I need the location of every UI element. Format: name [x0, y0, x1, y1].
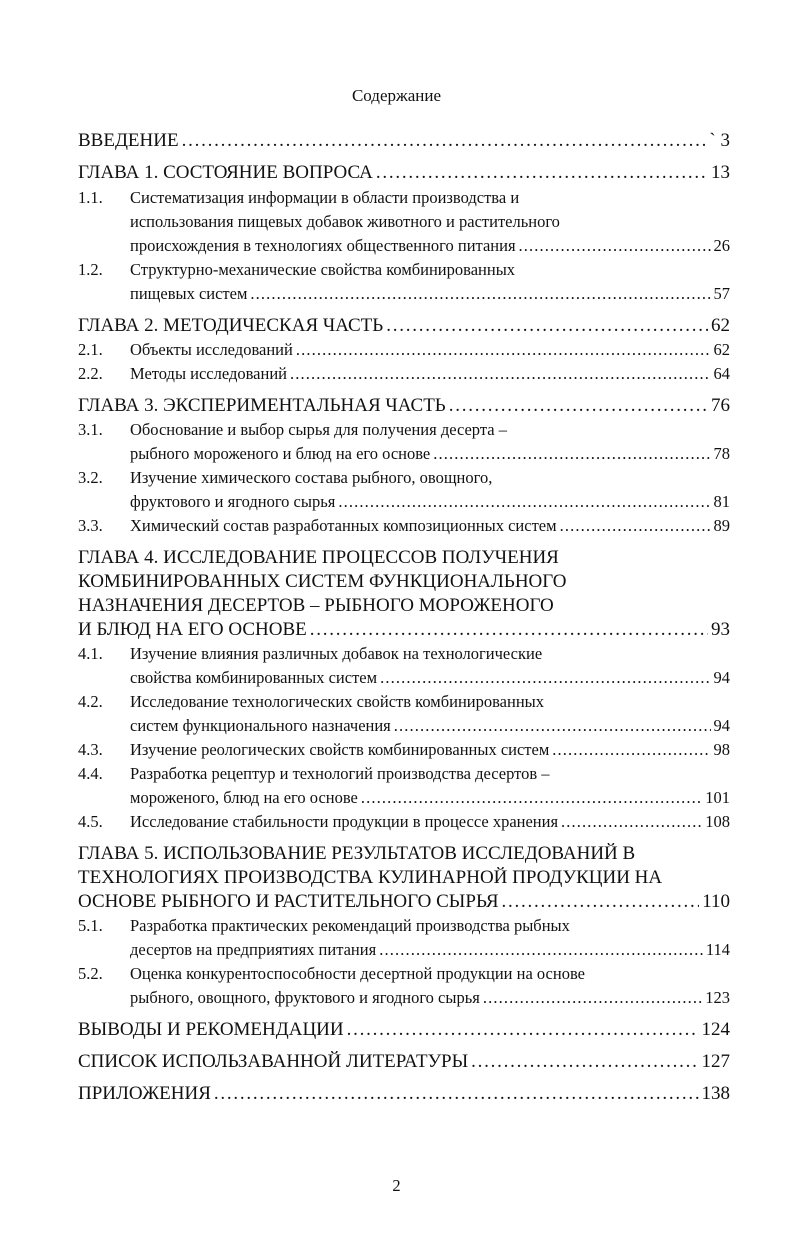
- entry-title: рыбного, овощного, фруктового и ягодного сырья: [130, 988, 480, 1007]
- toc-line: [78, 315, 730, 337]
- entry-title: Обоснование и выбор сырья для получения десерта –: [130, 420, 507, 439]
- page-ref: 81: [713, 492, 730, 511]
- entry-title: рыбного мороженого и блюд на его основе: [130, 444, 431, 463]
- entry-title: ПРИЛОЖЕНИЯ: [78, 1083, 211, 1104]
- entry-title: Разработка рецептур и технологий производства десертов –: [130, 764, 550, 783]
- dot-leader: [394, 715, 711, 737]
- page-ref: 108: [705, 812, 730, 831]
- entry-title: ГЛАВА 1. СОСТОЯНИЕ ВОПРОСА: [78, 162, 373, 183]
- toc-line: [130, 643, 730, 665]
- toc-line: [130, 419, 730, 441]
- toc-line: [130, 515, 730, 537]
- page-ref: 89: [713, 516, 730, 535]
- toc-line: [130, 811, 730, 833]
- dot-leader: [483, 987, 702, 1009]
- toc-line: [78, 619, 730, 641]
- toc-line: [130, 211, 730, 233]
- entry-title: Структурно-механические свойства комбинированных: [130, 260, 516, 279]
- toc-line: [130, 987, 730, 1009]
- page-ref: 62: [713, 340, 730, 359]
- section-number: 4.4.: [78, 764, 103, 783]
- dot-leader: [502, 891, 700, 913]
- page-ref: 110: [702, 891, 730, 912]
- page-ref: 62: [711, 315, 730, 336]
- toc-line: [78, 843, 730, 865]
- toc-line: [130, 715, 730, 737]
- page-ref: 123: [705, 988, 730, 1007]
- toc-line: [130, 235, 730, 257]
- entry-title: Систематизация информации в области производства и: [130, 188, 520, 207]
- entry-title: Изучение реологических свойств комбинированных систем: [130, 740, 550, 759]
- entry-title: КОМБИНИРОВАННЫХ СИСТЕМ ФУНКЦИОНАЛЬНОГО: [78, 571, 567, 592]
- page-ref: 78: [713, 444, 730, 463]
- entry-title: Химический состав разработанных композиционных систем: [130, 516, 557, 535]
- section-number: 5.1.: [78, 916, 103, 935]
- dot-leader: [250, 283, 710, 305]
- toc-line: [78, 130, 730, 152]
- toc-line: [130, 691, 730, 713]
- entry-title: свойства комбинированных систем: [130, 668, 378, 687]
- page-ref: 76: [711, 395, 730, 416]
- toc-line: [78, 595, 730, 617]
- entry-title: происхождения в технологиях общественного питания: [130, 236, 516, 255]
- section-number: 4.3.: [78, 740, 103, 759]
- dot-leader: [310, 619, 708, 641]
- entry-title: ГЛАВА 4. ИССЛЕДОВАНИЕ ПРОЦЕССОВ ПОЛУЧЕНИЯ: [78, 547, 559, 568]
- page-number: 2: [392, 1176, 401, 1195]
- page-ref: 101: [705, 788, 730, 807]
- toc-line: [130, 443, 730, 465]
- section-number: 5.2.: [78, 964, 103, 983]
- page-ref: 93: [711, 619, 730, 640]
- toc-line: [78, 395, 730, 417]
- toc-line: [78, 1019, 730, 1041]
- entry-title: систем функционального назначения: [130, 716, 391, 735]
- dot-leader: [433, 443, 710, 465]
- page-ref: 127: [701, 1051, 730, 1072]
- toc-line: [78, 547, 730, 569]
- section-number: 4.2.: [78, 692, 103, 711]
- dot-leader: [471, 1051, 698, 1073]
- page-ref: 138: [701, 1083, 730, 1104]
- entry-title: Разработка практических рекомендаций производства рыбных: [130, 916, 570, 935]
- page-ref: 64: [713, 364, 730, 383]
- entry-title: СПИСОК ИСПОЛЬЗАВАННОЙ ЛИТЕРАТУРЫ: [78, 1051, 469, 1072]
- entry-title: ГЛАВА 5. ИСПОЛЬЗОВАНИЕ РЕЗУЛЬТАТОВ ИССЛЕДОВАНИЙ В: [78, 843, 636, 864]
- section-number: 2.1.: [78, 340, 103, 359]
- toc-line: [130, 467, 730, 489]
- toc-line: [78, 867, 730, 889]
- section-number: 4.5.: [78, 812, 103, 831]
- toc-line: [130, 963, 730, 985]
- toc-line: [130, 339, 730, 361]
- dot-leader: [386, 315, 708, 337]
- toc-line: [130, 259, 730, 281]
- page-ref: 114: [705, 940, 730, 959]
- entry-title: ГЛАВА 3. ЭКСПЕРИМЕНТАЛЬНАЯ ЧАСТЬ: [78, 395, 446, 416]
- entry-title: мороженого, блюд на его основе: [130, 788, 358, 807]
- entry-title: использования пищевых добавок животного и растительного: [130, 212, 560, 231]
- dot-leader: [376, 162, 708, 184]
- page-title: Содержание: [351, 86, 442, 105]
- dot-leader: [296, 339, 711, 361]
- toc-line: [78, 162, 730, 184]
- toc-line: [130, 491, 730, 513]
- toc-line: [130, 763, 730, 785]
- section-number: 2.2.: [78, 364, 103, 383]
- dot-leader: [290, 363, 711, 385]
- toc-line: [130, 915, 730, 937]
- page-ref: 26: [713, 236, 730, 255]
- toc-line: [78, 1051, 730, 1073]
- page-ref: 98: [713, 740, 730, 759]
- entry-title: Исследование стабильности продукции в процессе хранения: [130, 812, 559, 831]
- entry-title: Оценка конкурентоспособности десертной продукции на основе: [130, 964, 585, 983]
- entry-title: ВЫВОДЫ И РЕКОМЕНДАЦИИ: [78, 1019, 344, 1040]
- entry-title: ТЕХНОЛОГИЯХ ПРОИЗВОДСТВА КУЛИНАРНОЙ ПРОДУКЦИИ НА: [78, 867, 663, 888]
- dot-leader: [338, 491, 710, 513]
- entry-title: И БЛЮД НА ЕГО ОСНОВЕ: [78, 619, 307, 640]
- entry-title: ОСНОВЕ РЫБНОГО И РАСТИТЕЛЬНОГО СЫРЬЯ: [78, 891, 499, 912]
- toc-line: [130, 283, 730, 305]
- page-ref: ` 3: [709, 130, 730, 151]
- toc-line: [78, 571, 730, 593]
- dot-leader: [560, 515, 711, 537]
- entry-title: фруктового и ягодного сырья: [130, 492, 336, 511]
- toc-line: [130, 187, 730, 209]
- dot-leader: [519, 235, 711, 257]
- section-number: 3.1.: [78, 420, 103, 439]
- page-ref: 57: [713, 284, 730, 303]
- page-ref: 94: [713, 716, 730, 735]
- dot-leader: [361, 787, 702, 809]
- dot-leader: [347, 1019, 699, 1041]
- toc-line: [130, 363, 730, 385]
- section-number: 4.1.: [78, 644, 103, 663]
- toc-line: [130, 739, 730, 761]
- section-number: 1.1.: [78, 188, 103, 207]
- entry-title: Объекты исследований: [130, 340, 293, 359]
- page-ref: 124: [701, 1019, 730, 1040]
- dot-leader: [561, 811, 702, 833]
- entry-title: ГЛАВА 2. МЕТОДИЧЕСКАЯ ЧАСТЬ: [78, 315, 384, 336]
- entry-title: Изучение химического состава рыбного, овощного,: [130, 468, 493, 487]
- page-ref: 13: [711, 162, 730, 183]
- toc-line: [130, 939, 730, 961]
- entry-title: НАЗНАЧЕНИЯ ДЕСЕРТОВ – РЫБНОГО МОРОЖЕНОГО: [78, 595, 554, 616]
- page-ref: 94: [713, 668, 730, 687]
- section-number: 3.2.: [78, 468, 103, 487]
- dot-leader: [552, 739, 710, 761]
- entry-title: пищевых систем: [130, 284, 248, 303]
- entry-title: Исследование технологических свойств комбинированных: [130, 692, 545, 711]
- section-number: 3.3.: [78, 516, 103, 535]
- section-number: 1.2.: [78, 260, 103, 279]
- toc-line: [130, 787, 730, 809]
- dot-leader: [182, 130, 707, 152]
- entry-title: ВВЕДЕНИЕ: [78, 130, 179, 151]
- entry-title: Изучение влияния различных добавок на технологические: [130, 644, 543, 663]
- toc-line: [78, 891, 730, 913]
- entry-title: десертов на предприятиях питания: [130, 940, 377, 959]
- dot-leader: [449, 395, 708, 417]
- dot-leader: [380, 667, 710, 689]
- dot-leader: [379, 939, 703, 961]
- entry-title: Методы исследований: [130, 364, 287, 383]
- dot-leader: [214, 1083, 699, 1105]
- toc-line: [130, 667, 730, 689]
- toc-line: [78, 1083, 730, 1105]
